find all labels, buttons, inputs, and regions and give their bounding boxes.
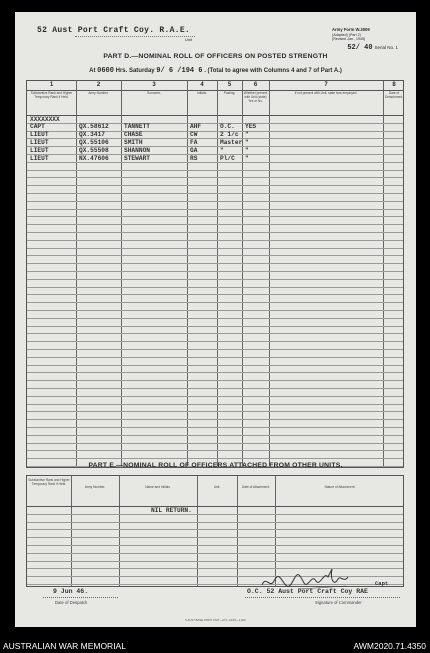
roll-date: 9/ 6 /194 6 xyxy=(156,67,203,75)
part-d-title: PART D.—NOMINAL ROLL OF OFFICERS ON POSTED STRENGTH xyxy=(103,53,328,60)
column-header: Name and Initials. xyxy=(145,485,171,489)
table-cell-surname: TANNETT xyxy=(124,123,150,131)
ruled-line xyxy=(27,263,403,264)
ruled-line xyxy=(27,209,403,210)
unit-underline xyxy=(75,36,195,37)
column-number: 7 xyxy=(324,82,328,88)
unit-name: 52 Aust Port Craft Coy. R.A.E. xyxy=(37,26,191,35)
ruled-line xyxy=(27,380,403,381)
table-cell-surname: CHASE xyxy=(124,131,143,139)
column-header: If not present with Unit, state how employed. xyxy=(294,91,358,95)
ruled-line xyxy=(27,248,403,249)
table-cell-surname: STEWART xyxy=(124,154,150,162)
form-ref-line: Army Form W.3009 xyxy=(332,27,370,32)
column-number: 6 xyxy=(253,82,258,88)
ruled-line xyxy=(27,302,403,303)
ruled-line xyxy=(27,326,403,327)
line-mid: Hrs. Saturday xyxy=(115,68,155,74)
ruled-line xyxy=(27,240,403,241)
part-e-title: PART E.—NOMINAL ROLL OF OFFICERS ATTACHED FROM OTHER UNITS. xyxy=(88,462,343,469)
column-number: 4 xyxy=(200,82,204,88)
archive-item-id: AWM2020.71.4350 xyxy=(353,641,426,651)
table-cell-posting: Master xyxy=(220,138,243,146)
ruled-line xyxy=(27,365,403,366)
table-cell-posting: O.C. xyxy=(220,123,235,131)
ruled-line xyxy=(27,411,403,412)
ruled-line xyxy=(27,427,403,428)
document-sheet xyxy=(15,12,416,627)
unit-label: Unit xyxy=(185,37,193,42)
line-suffix: . (Total to agree with Columns 4 and 7 of Part A.) xyxy=(204,68,342,74)
ruled-line xyxy=(27,435,403,436)
despatch-date: 9 Jun 46. xyxy=(53,588,89,595)
form-ref-line: (Revised Jan., 1945) xyxy=(332,37,366,41)
table-cell-rank: LIEUT xyxy=(30,131,49,139)
column-header: Unit. xyxy=(213,485,221,489)
ruled-line xyxy=(27,341,403,342)
column-divider xyxy=(237,476,238,586)
serial-number xyxy=(347,44,398,52)
column-number: 3 xyxy=(152,82,156,88)
ruled-line xyxy=(27,529,403,530)
table-cell-number: QX.55508 xyxy=(79,146,109,154)
table-cell-surname: SMITH xyxy=(124,138,143,146)
ruled-line xyxy=(27,357,403,358)
table-cell-present: YES xyxy=(245,123,257,131)
table-cell-posting: " xyxy=(220,146,224,154)
printer-imprint: 5 AUST BASE PRINT UNIT—M.S. 13/45—1,000 xyxy=(185,618,246,622)
ruled-line xyxy=(27,396,403,397)
table-cell-rank: LIEUT xyxy=(30,154,49,162)
ruled-line xyxy=(27,193,403,194)
column-number: 8 xyxy=(392,82,396,88)
part-d-time-line xyxy=(15,67,416,75)
form-ref-line: (Adapted) (Part 2) xyxy=(332,32,361,37)
ruled-line xyxy=(27,537,403,538)
ruled-line xyxy=(27,404,403,405)
ruled-line xyxy=(27,201,403,202)
ruled-line xyxy=(27,450,403,451)
ruled-line xyxy=(27,279,403,280)
column-header: Date of Attachment. xyxy=(242,485,270,489)
table-cell-present: " xyxy=(245,146,249,154)
ruled-line xyxy=(27,162,403,163)
ruled-line xyxy=(27,216,403,217)
column-number: 1 xyxy=(49,82,54,88)
column-divider xyxy=(197,476,198,586)
table-cell-initials: RS xyxy=(190,154,198,162)
column-header: Whether present with Unit (state) Yes or No. xyxy=(243,91,268,103)
header-divider xyxy=(27,506,403,507)
ruled-line xyxy=(27,522,403,523)
struck-out-text: XXXXXXXX xyxy=(30,115,60,123)
ruled-line xyxy=(27,318,403,319)
commander-underline xyxy=(245,597,400,598)
ruled-line xyxy=(27,224,403,225)
roll-time: 0600 xyxy=(97,67,114,75)
table-cell-posting: 2 1/c xyxy=(220,131,239,139)
ruled-line xyxy=(27,561,403,562)
table-cell-rank: CAPT xyxy=(30,123,45,131)
serial-value: 52/ 40 xyxy=(347,44,373,52)
ruled-line xyxy=(27,419,403,420)
ruled-line xyxy=(27,271,403,272)
ruled-line xyxy=(27,388,403,389)
despatch-underline xyxy=(43,597,118,598)
nil-return-entry: NIL RETURN. xyxy=(151,507,192,514)
part-d-table xyxy=(26,80,404,468)
column-header: Nature of Attachment. xyxy=(324,485,356,489)
ruled-line xyxy=(27,177,403,178)
column-header: Army Number. xyxy=(88,91,109,95)
ruled-line xyxy=(27,287,403,288)
column-header: Initials. xyxy=(197,91,207,95)
ruled-line xyxy=(27,349,403,350)
ruled-line xyxy=(27,514,403,515)
ruled-line xyxy=(27,443,403,444)
ruled-line xyxy=(27,458,403,459)
table-cell-rank: LIEUT xyxy=(30,138,49,146)
archive-name: AUSTRALIAN WAR MEMORIAL xyxy=(3,641,126,651)
column-header: Date of Detachment. xyxy=(384,91,404,99)
table-cell-initials: AHF xyxy=(190,123,202,131)
column-header: Posting. xyxy=(223,91,236,95)
table-cell-number: QX.58612 xyxy=(79,123,109,131)
table-cell-initials: GA xyxy=(190,146,198,154)
header-divider xyxy=(27,115,403,116)
ruled-line xyxy=(27,372,403,373)
commander-label: Signature of Commander xyxy=(315,600,362,605)
ruled-line xyxy=(27,255,403,256)
commander-rank: Capt xyxy=(375,580,389,587)
table-cell-surname: SHANNON xyxy=(124,146,150,154)
ruled-line xyxy=(27,333,403,334)
ruled-line xyxy=(27,232,403,233)
ruled-line xyxy=(27,545,403,546)
ruled-line xyxy=(27,294,403,295)
commander-unit: O.C. 52 Aust Port Craft Coy RAE xyxy=(247,588,368,595)
table-cell-number: QX.3417 xyxy=(79,131,105,139)
column-header: Surname. xyxy=(147,91,161,95)
form-reference xyxy=(332,28,402,42)
archive-credit-bar xyxy=(0,640,430,653)
ruled-line xyxy=(27,553,403,554)
column-header: Substantive Rank and Higher Temporary Rank if Held. xyxy=(30,91,73,99)
table-cell-initials: CW xyxy=(190,131,198,139)
table-cell-number: QX.55106 xyxy=(79,138,109,146)
column-header: Substantive Rank and Higher Temporary Rank if Held. xyxy=(28,478,70,486)
column-number: 2 xyxy=(96,82,101,88)
table-cell-present: " xyxy=(245,154,249,162)
table-cell-posting: Pl/C xyxy=(220,154,235,162)
table-cell-present: " xyxy=(245,131,249,139)
table-cell-present: " xyxy=(245,138,249,146)
ruled-line xyxy=(27,310,403,311)
column-header: Army Number. xyxy=(84,485,106,489)
column-divider xyxy=(71,476,72,586)
table-cell-initials: FA xyxy=(190,138,198,146)
line-prefix: At xyxy=(89,68,96,74)
column-number: 5 xyxy=(227,82,232,88)
table-cell-rank: LIEUT xyxy=(30,146,49,154)
despatch-label: Date of Despatch xyxy=(55,600,88,605)
table-cell-number: NX.47606 xyxy=(79,154,109,162)
serial-label: Serial No. 1 xyxy=(374,45,398,50)
ruled-line xyxy=(27,185,403,186)
ruled-line xyxy=(27,170,403,171)
column-divider xyxy=(119,476,120,586)
